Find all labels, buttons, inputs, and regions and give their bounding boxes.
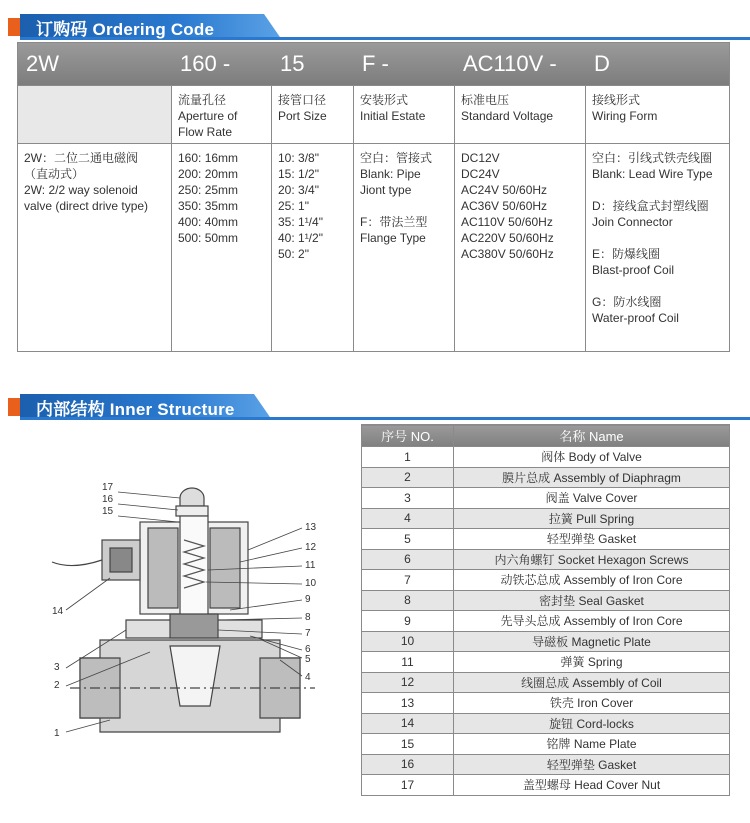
option-line: （直动式） [24, 167, 85, 181]
wiring-option [592, 150, 723, 182]
part-number: 1 [362, 447, 454, 468]
code-model: 2W [26, 51, 59, 76]
table-row [362, 549, 730, 570]
option-line: 50: 2" [278, 247, 309, 261]
option-line: 25: 1" [278, 199, 309, 213]
option-line: AC220V 50/60Hz [461, 231, 554, 245]
option-line: 2W：二位二通电磁阀 [24, 151, 139, 165]
table-row [362, 508, 730, 529]
code-header-row [18, 43, 729, 85]
aperture-options [172, 144, 272, 351]
wiring-option [592, 294, 723, 326]
label-line: Standard Voltage [461, 109, 554, 123]
callout-11: 11 [305, 560, 316, 571]
part-number: 7 [362, 570, 454, 591]
option-line: 20: 3/4" [278, 183, 319, 197]
part-number: 2 [362, 467, 454, 488]
parts-table [361, 424, 730, 796]
head-cover-nut [180, 488, 204, 506]
option-line: 15: 1/2" [278, 167, 319, 181]
option-line: AC110V 50/60Hz [461, 215, 553, 229]
part-name: 膜片总成 Assembly of Diaphragm [454, 467, 730, 488]
part-name: 阀体 Body of Valve [454, 447, 730, 468]
label-line: Port Size [278, 109, 327, 123]
option-line: Flange Type [360, 231, 426, 245]
part-name: 密封垫 Seal Gasket [454, 590, 730, 611]
option-line: Join Connector [592, 215, 673, 229]
part-name: 动铁芯总成 Assembly of Iron Core [454, 570, 730, 591]
callout-1: 1 [54, 728, 60, 739]
label-line: Aperture of [178, 109, 238, 123]
part-number: 14 [362, 713, 454, 734]
part-number: 4 [362, 508, 454, 529]
callout-8: 8 [305, 612, 311, 623]
option-line: 250: 25mm [178, 183, 239, 197]
option-line: 500: 50mm [178, 231, 239, 245]
wiring-option [592, 246, 723, 278]
section-marker [8, 18, 20, 36]
table-row [362, 488, 730, 509]
wiring-option [592, 198, 723, 230]
option-line: valve (direct drive type) [24, 199, 149, 213]
ordering-code-header [0, 14, 750, 40]
part-name: 轻型弹垫 Gasket [454, 754, 730, 775]
option-line: Blank: Lead Wire Type [592, 167, 713, 181]
callout-14: 14 [52, 606, 64, 617]
label-line: 接线形式 [592, 93, 641, 107]
option-line: AC380V 50/60Hz [461, 247, 554, 261]
callout-2: 2 [54, 680, 60, 691]
option-line: DC12V [461, 151, 500, 165]
table-row [362, 713, 730, 734]
part-number: 8 [362, 590, 454, 611]
parts-table-body [362, 447, 730, 796]
option-line: 350: 35mm [178, 199, 239, 213]
table-row [362, 611, 730, 632]
part-number: 6 [362, 549, 454, 570]
option-line: Water-proof Coil [592, 311, 679, 325]
header-name: 名称 Name [454, 425, 730, 447]
part-number: 3 [362, 488, 454, 509]
label-line: 安装形式 [360, 93, 409, 107]
option-line: F：带法兰型 [360, 215, 428, 229]
callout-6: 6 [305, 644, 311, 655]
code-estate: F - [362, 51, 389, 76]
label-line: Flow Rate [178, 125, 233, 139]
estate-options [354, 144, 455, 351]
label-model [18, 86, 172, 143]
part-name: 内六角螺钉 Socket Hexagon Screws [454, 549, 730, 570]
voltage-options [455, 144, 586, 351]
table-row [362, 672, 730, 693]
options-row [18, 143, 729, 351]
part-name: 轻型弹垫 Gasket [454, 529, 730, 550]
table-row [362, 570, 730, 591]
callout-3: 3 [54, 662, 60, 673]
label-estate [354, 86, 455, 143]
label-port [272, 86, 354, 143]
option-line: Jiont type [360, 183, 412, 197]
ordering-code-title: 订购码 Ordering Code [36, 19, 215, 39]
option-line: G：防水线圈 [592, 295, 662, 309]
code-wiring: D [594, 51, 610, 76]
inner-structure-title: 内部结构 Inner Structure [36, 399, 235, 419]
part-name: 盖型螺母 Head Cover Nut [454, 775, 730, 796]
part-number: 9 [362, 611, 454, 632]
label-line: 接管口径 [278, 93, 327, 107]
option-line: D：接线盒式封塑线圈 [592, 199, 709, 213]
label-line: Initial Estate [360, 109, 426, 123]
table-row [362, 590, 730, 611]
code-port: 15 [280, 51, 305, 76]
option-line: 200: 20mm [178, 167, 239, 181]
valve-cross-section-diagram [30, 470, 330, 770]
part-name: 线圈总成 Assembly of Coil [454, 672, 730, 693]
parts-table-header [362, 425, 730, 447]
table-row [362, 652, 730, 673]
table-row [362, 734, 730, 755]
callout-10: 10 [305, 578, 317, 589]
label-voltage [455, 86, 586, 143]
label-wiring [586, 86, 729, 143]
label-line: 流量孔径 [178, 93, 227, 107]
table-row [362, 529, 730, 550]
table-row [362, 631, 730, 652]
part-name: 铭牌 Name Plate [454, 734, 730, 755]
option-line: DC24V [461, 167, 500, 181]
callout-5: 5 [305, 654, 311, 665]
table-row [362, 467, 730, 488]
part-number: 17 [362, 775, 454, 796]
section-marker [8, 398, 20, 416]
part-number: 16 [362, 754, 454, 775]
option-line: E：防爆线圈 [592, 247, 661, 261]
callout-12: 12 [305, 542, 317, 553]
option-line: 2W: 2/2 way solenoid [24, 183, 138, 197]
ordering-code-table [17, 42, 730, 352]
model-description [18, 144, 172, 351]
part-name: 弹簧 Spring [454, 652, 730, 673]
part-name: 先导头总成 Assembly of Iron Core [454, 611, 730, 632]
label-line: Wiring Form [592, 109, 658, 123]
part-number: 11 [362, 652, 454, 673]
callout-7: 7 [305, 628, 311, 639]
option-line: Blank: Pipe [360, 167, 421, 181]
table-row [362, 447, 730, 468]
column-label-row [18, 85, 729, 143]
code-aperture: 160 - [180, 51, 231, 76]
option-line: 空白：引线式铁壳线圈 [592, 151, 713, 165]
option-line: 35: 1¹/4" [278, 215, 323, 229]
part-name: 铁壳 Iron Cover [454, 693, 730, 714]
part-number: 5 [362, 529, 454, 550]
label-aperture [172, 86, 272, 143]
option-line: Blast-proof Coil [592, 263, 675, 277]
option-line: 10: 3/8" [278, 151, 319, 165]
part-name: 拉簧 Pull Spring [454, 508, 730, 529]
option-line: AC36V 50/60Hz [461, 199, 548, 213]
code-voltage: AC110V - [463, 51, 557, 76]
option-line: 40: 1¹/2" [278, 231, 323, 245]
callout-15: 15 [102, 506, 114, 517]
callout-4: 4 [305, 672, 311, 683]
table-row [362, 693, 730, 714]
callout-17: 17 [102, 482, 114, 493]
part-name: 导磁板 Magnetic Plate [454, 631, 730, 652]
callout-9: 9 [305, 594, 311, 605]
option-line [360, 198, 448, 214]
wiring-options [586, 144, 729, 351]
header-no: 序号 NO. [362, 425, 454, 447]
option-line: 400: 40mm [178, 215, 239, 229]
table-row [362, 775, 730, 796]
port-options [272, 144, 354, 351]
option-line: 空白：管接式 [360, 151, 433, 165]
part-name: 阀盖 Valve Cover [454, 488, 730, 509]
callout-13: 13 [305, 522, 317, 533]
table-row [362, 754, 730, 775]
part-name: 旋钮 Cord-locks [454, 713, 730, 734]
option-line: AC24V 50/60Hz [461, 183, 548, 197]
label-line: 标准电压 [461, 93, 510, 107]
inner-structure-header [0, 394, 750, 420]
part-number: 13 [362, 693, 454, 714]
part-number: 10 [362, 631, 454, 652]
part-number: 15 [362, 734, 454, 755]
part-number: 12 [362, 672, 454, 693]
callout-16: 16 [102, 494, 114, 505]
option-line: 160: 16mm [178, 151, 239, 165]
